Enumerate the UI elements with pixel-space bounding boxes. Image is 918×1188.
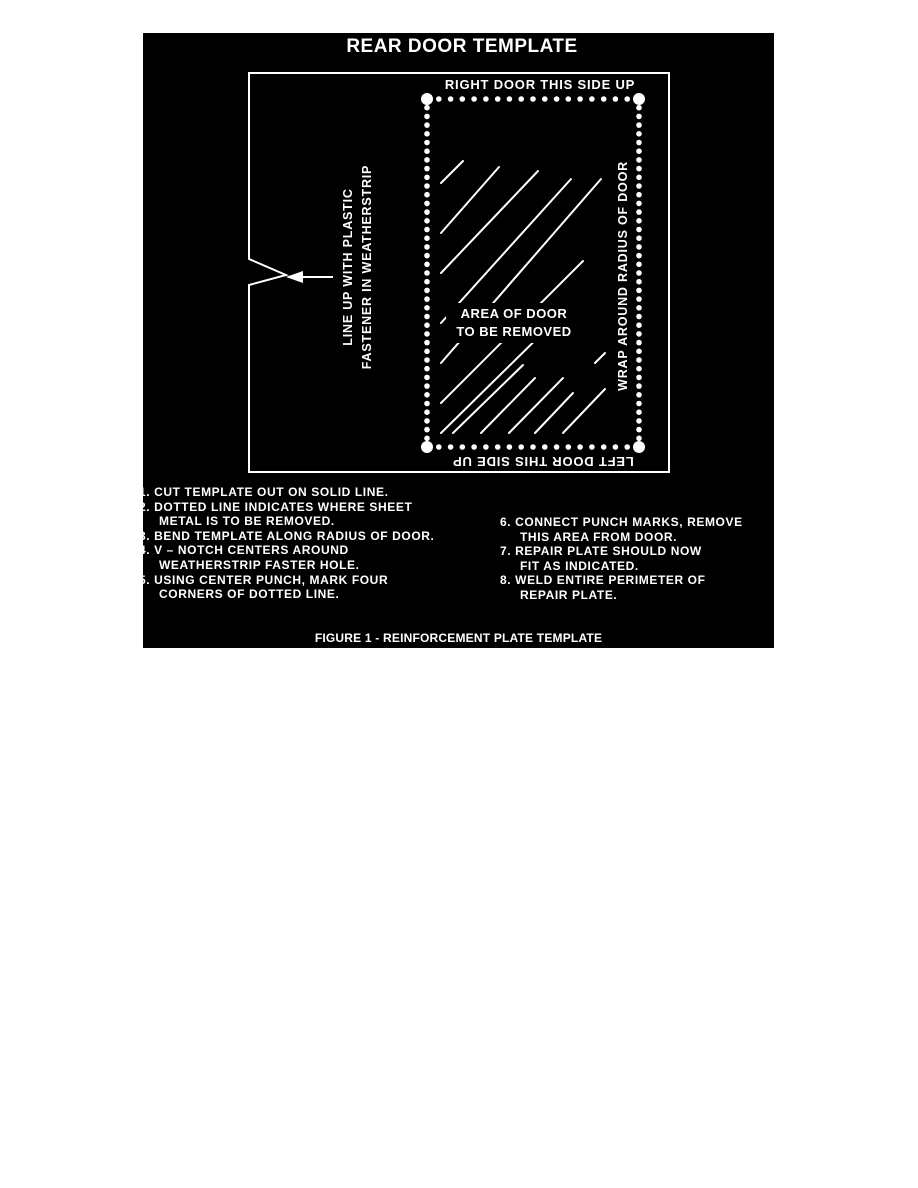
hatch-line: [535, 393, 573, 433]
boundary-dot: [636, 122, 642, 128]
instruction-continuation: WEATHERSTRIP FASTER HOLE.: [159, 557, 360, 572]
boundary-dot: [636, 262, 642, 268]
boundary-dot: [636, 140, 642, 146]
instruction-step: 6. CONNECT PUNCH MARKS, REMOVE: [500, 515, 743, 529]
line-up-label-line1: LINE UP WITH PLASTIC: [341, 188, 355, 346]
boundary-dot: [636, 331, 642, 337]
template-outline: [249, 73, 669, 472]
boundary-dot: [636, 218, 642, 224]
boundary-dot: [448, 444, 454, 450]
boundary-dot: [636, 305, 642, 311]
boundary-dot: [424, 201, 430, 207]
boundary-dot: [424, 175, 430, 181]
boundary-dot: [636, 270, 642, 276]
boundary-dot: [636, 418, 642, 424]
boundary-dot: [636, 157, 642, 163]
boundary-dot: [424, 279, 430, 285]
boundary-dot: [636, 401, 642, 407]
boundary-dot: [483, 96, 489, 102]
boundary-dot: [636, 409, 642, 415]
instruction-step: 3. BEND TEMPLATE ALONG RADIUS OF DOOR.: [139, 528, 435, 543]
boundary-dot: [424, 427, 430, 433]
hatch-line: [509, 378, 563, 433]
boundary-dot: [471, 96, 477, 102]
boundary-dot: [424, 392, 430, 398]
boundary-dot: [636, 227, 642, 233]
boundary-dot: [424, 270, 430, 276]
boundary-dot: [636, 375, 642, 381]
boundary-dot: [507, 96, 513, 102]
boundary-dot: [636, 201, 642, 207]
boundary-dot: [518, 444, 524, 450]
boundary-dot: [624, 96, 630, 102]
boundary-dot: [636, 166, 642, 172]
boundary-dot: [636, 244, 642, 250]
instruction-continuation: CORNERS OF DOTTED LINE.: [159, 587, 340, 602]
boundary-dot: [542, 96, 548, 102]
reinforcement-plate-figure: [139, 33, 774, 648]
boundary-dot: [424, 166, 430, 172]
boundary-dot: [483, 444, 489, 450]
boundary-dot: [424, 148, 430, 154]
boundary-dot: [636, 279, 642, 285]
instruction-step: 7. REPAIR PLATE SHOULD NOW: [500, 544, 702, 559]
boundary-dot: [566, 444, 572, 450]
boundary-dot: [636, 436, 642, 442]
hatch-line: [441, 161, 463, 183]
boundary-dot: [495, 444, 501, 450]
boundary-dot: [424, 383, 430, 389]
boundary-dot: [636, 314, 642, 320]
hatch-line: [441, 171, 538, 273]
wrap-around-label: WRAP AROUND RADIUS OF DOOR: [616, 161, 630, 391]
boundary-dot: [448, 96, 454, 102]
instruction-step: 4. V – NOTCH CENTERS AROUND: [139, 543, 349, 558]
boundary-dot: [424, 218, 430, 224]
corner-punch-mark: [421, 93, 433, 105]
boundary-dot: [589, 96, 595, 102]
hatch-line: [453, 365, 523, 433]
boundary-dot: [636, 288, 642, 294]
boundary-dot: [636, 383, 642, 389]
boundary-dot: [424, 314, 430, 320]
boundary-dot: [424, 418, 430, 424]
boundary-dot: [636, 357, 642, 363]
boundary-dot: [471, 444, 477, 450]
boundary-dot: [424, 183, 430, 189]
notch-arrow-head: [286, 271, 303, 283]
boundary-dot: [424, 357, 430, 363]
right-door-label: RIGHT DOOR THIS SIDE UP: [444, 77, 636, 92]
boundary-dot: [424, 366, 430, 372]
boundary-dot: [495, 96, 501, 102]
instruction-step: 1. CUT TEMPLATE OUT ON SOLID LINE.: [139, 485, 389, 499]
boundary-dot: [424, 105, 430, 111]
instruction-step: 5. USING CENTER PUNCH, MARK FOUR: [139, 572, 389, 587]
boundary-dot: [424, 227, 430, 233]
boundary-dot: [636, 209, 642, 215]
line-up-label-line2: FASTENER IN WEATHERSTRIP: [360, 164, 374, 370]
boundary-dot: [424, 235, 430, 241]
boundary-dot: [424, 409, 430, 415]
boundary-dot: [424, 340, 430, 346]
boundary-dot: [424, 349, 430, 355]
boundary-dot: [636, 392, 642, 398]
boundary-dot: [613, 96, 619, 102]
boundary-dot: [636, 131, 642, 137]
boundary-dot: [577, 444, 583, 450]
boundary-dot: [424, 244, 430, 250]
boundary-dot: [424, 157, 430, 163]
instruction-step: 2. DOTTED LINE INDICATES WHERE SHEET: [139, 499, 413, 514]
boundary-dot: [424, 122, 430, 128]
boundary-dot: [424, 322, 430, 328]
instruction-step: 8. WELD ENTIRE PERIMETER OF: [500, 573, 706, 588]
boundary-dot: [577, 96, 583, 102]
center-label-line2: TO BE REMOVED: [456, 324, 572, 339]
boundary-dot: [636, 114, 642, 120]
boundary-dot: [636, 253, 642, 259]
boundary-dot: [613, 444, 619, 450]
boundary-dot: [636, 105, 642, 111]
boundary-dot: [424, 288, 430, 294]
boundary-dot: [436, 96, 442, 102]
boundary-dot: [636, 192, 642, 198]
boundary-dot: [636, 366, 642, 372]
boundary-dot: [507, 444, 513, 450]
boundary-dot: [424, 209, 430, 215]
left-door-label: LEFT DOOR THIS SIDE UP: [452, 454, 634, 469]
boundary-dot: [436, 444, 442, 450]
hatch-line: [441, 167, 499, 233]
boundary-dot: [554, 444, 560, 450]
boundary-dot: [424, 140, 430, 146]
instruction-continuation: METAL IS TO BE REMOVED.: [159, 514, 335, 529]
boundary-dot: [542, 444, 548, 450]
corner-punch-mark: [633, 93, 645, 105]
boundary-dot: [460, 96, 466, 102]
boundary-dot: [424, 131, 430, 137]
boundary-dot: [636, 183, 642, 189]
boundary-dot: [424, 331, 430, 337]
boundary-dot: [624, 444, 630, 450]
instructions-right: [500, 515, 743, 603]
boundary-dot: [636, 322, 642, 328]
corner-punch-mark: [633, 441, 645, 453]
instruction-continuation: FIT AS INDICATED.: [520, 558, 639, 573]
boundary-dot: [424, 375, 430, 381]
hatch-line: [595, 353, 605, 363]
boundary-dot: [636, 349, 642, 355]
instruction-continuation: THIS AREA FROM DOOR.: [520, 529, 678, 544]
boundary-dot: [601, 96, 607, 102]
boundary-dot: [636, 296, 642, 302]
boundary-dot: [566, 96, 572, 102]
boundary-dot: [554, 96, 560, 102]
boundary-dot: [424, 262, 430, 268]
hatch-line: [441, 179, 571, 323]
boundary-dot: [589, 444, 595, 450]
boundary-dot: [424, 192, 430, 198]
center-label-line1: AREA OF DOOR: [460, 306, 568, 321]
boundary-dot: [601, 444, 607, 450]
boundary-dot: [424, 401, 430, 407]
boundary-dot: [518, 96, 524, 102]
boundary-dot: [636, 340, 642, 346]
instruction-continuation: REPAIR PLATE.: [520, 587, 618, 602]
boundary-dot: [424, 305, 430, 311]
boundary-dot: [460, 444, 466, 450]
boundary-dot: [424, 253, 430, 259]
boundary-dot: [636, 427, 642, 433]
boundary-dot: [636, 175, 642, 181]
boundary-dot: [530, 444, 536, 450]
removal-area-hatching: [441, 161, 605, 433]
dotted-removal-line: [424, 96, 642, 450]
corner-punch-mark: [421, 441, 433, 453]
figure-caption: FIGURE 1 - REINFORCEMENT PLATE TEMPLATE: [314, 631, 603, 645]
boundary-dot: [530, 96, 536, 102]
boundary-dot: [636, 235, 642, 241]
boundary-dot: [424, 296, 430, 302]
boundary-dot: [424, 114, 430, 120]
figure-title: REAR DOOR TEMPLATE: [346, 36, 578, 57]
boundary-dot: [636, 148, 642, 154]
instructions-left: [139, 485, 434, 602]
boundary-dot: [424, 436, 430, 442]
